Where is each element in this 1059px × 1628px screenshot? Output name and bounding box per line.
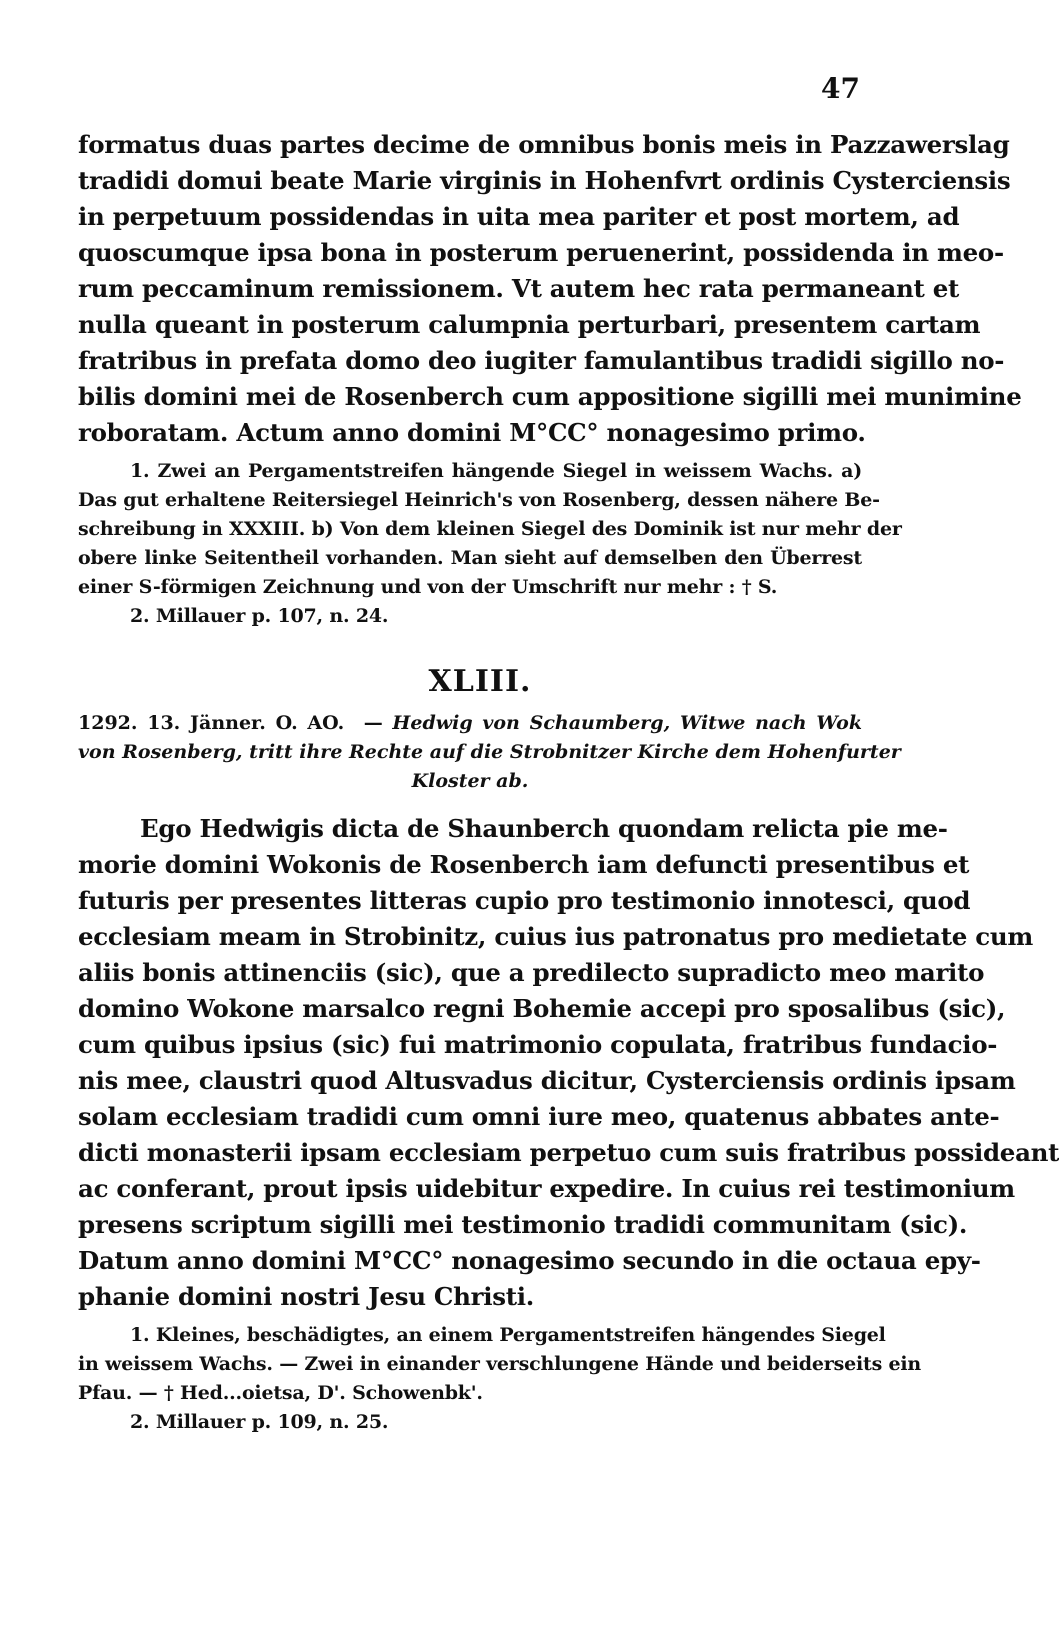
note2-line: 2. Millauer p. 109, n. 25.: [130, 1411, 389, 1433]
para2-line: ac conferant, prout ipsis uidebitur expedire. In cuius rei testimonium: [78, 1174, 1015, 1203]
para2-line: morie domini Wokonis de Rosenberch iam defuncti presentibus et: [78, 850, 970, 879]
heading-dash: —: [363, 712, 383, 734]
para2-line: solam ecclesiam tradidi cum omni iure meo, quatenus abbates ante-: [78, 1102, 1000, 1131]
heading-date: 1292. 13. Jänner. O. AO.: [78, 712, 345, 734]
para2-line: ecclesiam meam in Strobinitz, cuius ius patronatus pro medietate cum: [78, 922, 1033, 951]
note2-line: Pfau. — † Hed...oietsa, D'. Schowenbk'.: [78, 1382, 483, 1404]
para2-line: cum quibus ipsius (sic) fui matrimonio copulata, fratribus fundacio-: [78, 1030, 998, 1059]
para1-line: bilis domini mei de Rosenberch cum appositione sigilli mei munimine: [78, 382, 1022, 411]
document-heading-line2: [78, 741, 901, 763]
para1-line: in perpetuum possidendas in uita mea pariter et post mortem, ad: [78, 202, 960, 231]
note1-line: 2. Millauer p. 107, n. 24.: [130, 605, 389, 627]
para1-line: nulla queant in posterum calumpnia perturbari, presentem cartam: [78, 310, 981, 339]
note1-line: obere linke Seitentheil vorhanden. Man sieht auf demselben den Überrest: [78, 547, 862, 569]
para1-line: roboratam. Actum anno domini M°CC° nonagesimo primo.: [78, 418, 866, 447]
para2-line: presens scriptum sigilli mei testimonio tradidi communitam (sic).: [78, 1210, 968, 1239]
para2-line: domino Wokone marsalco regni Bohemie accepi pro sposalibus (sic),: [78, 994, 1006, 1023]
document-heading-line1: [78, 712, 862, 734]
para2-line: dicti monasterii ipsam ecclesiam perpetuo cum suis fratribus possideant: [78, 1138, 1059, 1167]
para2-line: phanie domini nostri Jesu Christi.: [78, 1282, 535, 1311]
note1-line: Das gut erhaltene Reitersiegel Heinrich's von Rosenberg, dessen nähere Be-: [78, 489, 880, 511]
note1-line: schreibung in XXXIII. b) Von dem kleinen Siegel des Dominik ist nur mehr der: [78, 518, 902, 540]
heading-summary: Hedwig von Schaumberg, Witwe nach Wok: [392, 712, 862, 734]
para2-line: aliis bonis attinenciis (sic), que a predilecto supradicto meo marito: [78, 958, 985, 987]
note1-line: einer S-förmigen Zeichnung und von der Umschrift nur mehr : † S.: [78, 576, 778, 598]
para2-line: nis mee, claustri quod Altusvadus dicitur, Cysterciensis ordinis ipsam: [78, 1066, 1016, 1095]
para1-line: rum peccaminum remissionem. Vt autem hec rata permaneant et: [78, 274, 960, 303]
para1-line: quoscumque ipsa bona in posterum peruenerint, possidenda in meo-: [78, 238, 1004, 267]
heading-summary: von Rosenberg, tritt ihre Rechte auf die Strobnitzer Kirche dem Hohenfurter: [78, 741, 901, 763]
note2-line: in weissem Wachs. — Zwei in einander verschlungene Hände und beiderseits ein: [78, 1353, 922, 1375]
para1-line: formatus duas partes decime de omnibus bonis meis in Pazzawerslag: [78, 130, 1010, 159]
document-heading-line3: [78, 770, 862, 792]
para1-line: tradidi domui beate Marie virginis in Hohenfvrt ordinis Cysterciensis: [78, 166, 1011, 195]
para2-line: Datum anno domini M°CC° nonagesimo secundo in die octaua epy-: [78, 1246, 981, 1275]
note2-line: 1. Kleines, beschädigtes, an einem Pergamentstreifen hängendes Siegel: [130, 1324, 886, 1346]
page-number: 47: [821, 72, 860, 105]
para2-line: Ego Hedwigis dicta de Shaunberch quondam relicta pie me-: [140, 814, 948, 843]
note1-line: 1. Zwei an Pergamentstreifen hängende Siegel in weissem Wachs. a): [130, 460, 862, 482]
para2-line: futuris per presentes litteras cupio pro testimonio innotesci, quod: [78, 886, 971, 915]
section-number: XLIII.: [428, 664, 532, 699]
para1-line: fratribus in prefata domo deo iugiter famulantibus tradidi sigillo no-: [78, 346, 1005, 375]
heading-summary: Kloster ab.: [411, 770, 529, 792]
